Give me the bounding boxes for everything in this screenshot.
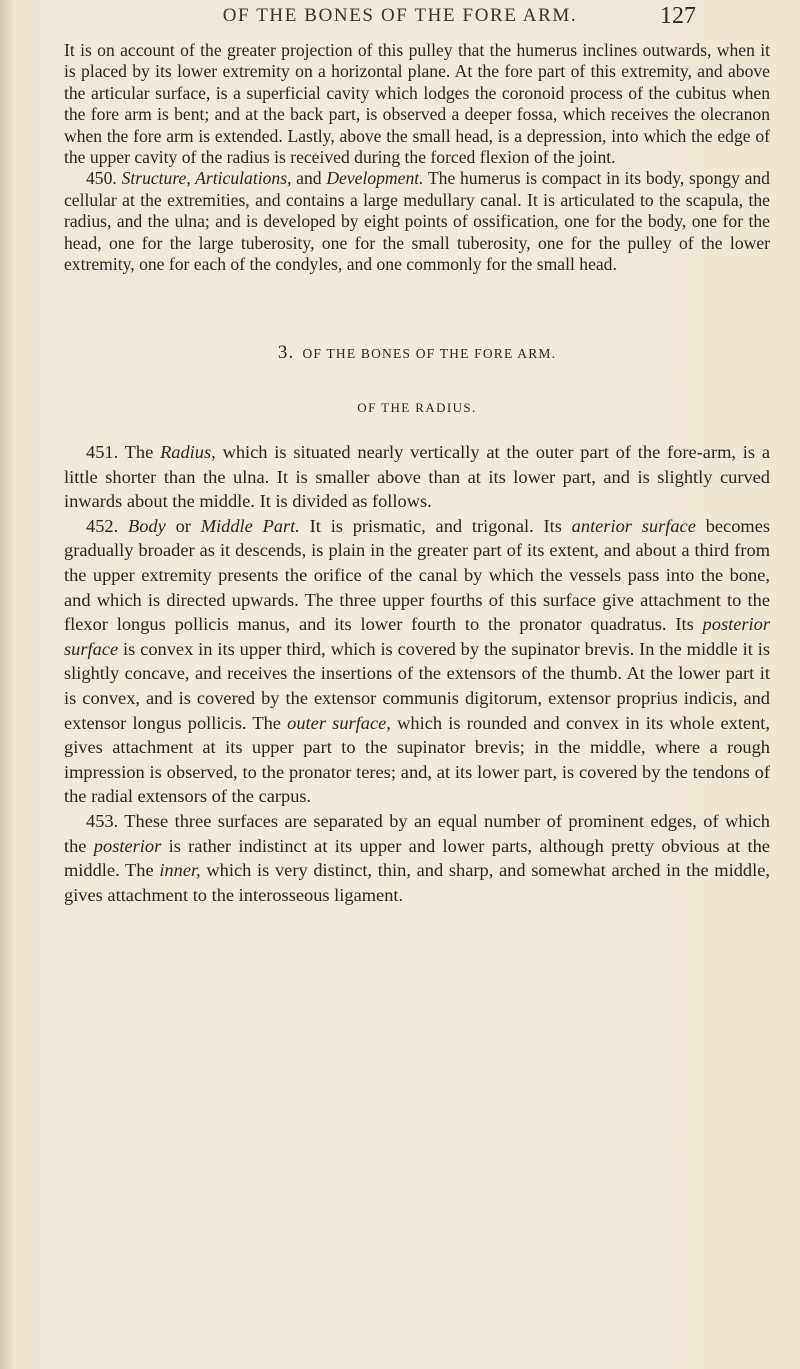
term-posterior: posterior — [93, 835, 162, 856]
paragraph-text: which is rounded and convex in its whole extent, gives attachment at its upper part to the supinator brevis; in the middle, where a rough impression is observed, to the pronator teres; and, at its lower part, is covered by the tendons of the radial extensors of the carpus. — [64, 712, 770, 807]
section-number: 3. — [277, 342, 295, 363]
section-title: OF THE BONES OF THE FORE ARM. — [302, 346, 557, 361]
term-inner: inner, — [159, 860, 201, 881]
paragraph-title: Structure, Articulations, — [121, 168, 292, 189]
section-heading — [64, 342, 770, 364]
paragraph-title-or: or — [175, 515, 191, 536]
paragraph-453 — [64, 809, 770, 907]
running-title: OF THE BONES OF THE FORE ARM. — [222, 5, 578, 26]
paragraph-text: which is situated nearly vertically at the outer part of the fore-arm, is a little shorter than the ulna. It is smaller above than at its lower part, and is slightly curved inwards about the middle. It is divided as follows. — [64, 442, 771, 512]
lower-text-block — [64, 440, 770, 907]
paragraph-text: which is very distinct, thin, and sharp, and somewhat arched in the middle, gives attachment to the interosseous ligament. — [64, 860, 770, 905]
term-anterior-surface: anterior surface — [571, 515, 696, 536]
paragraph-text: It is prismatic, and trigonal. Its — [309, 515, 562, 536]
top-text-block — [64, 40, 770, 275]
paragraph-text: becomes gradually broader as it descends, is plain in the greater part of its extent, and about a third from the upper extremity presents the orifice of the canal by which the vessels pass into the bone, and which is directed upwards. The three upper fourths of this surface give attachment to the flexor longus pollicis manus, and its lower fourth to the pronator quadratus. Its — [64, 515, 771, 635]
page-number: 127 — [660, 3, 696, 29]
paragraph-number: 452. — [86, 515, 119, 536]
paragraph-title-and: and — [296, 168, 322, 189]
sub-heading: OF THE RADIUS. — [357, 400, 477, 415]
paragraph-text: The humerus is compact in its body, spongy and cellular at the extremities, and contains a large medullary canal. It is articulated to the scapula, the radius, and the ulna; and is developed by eight points of ossification, one for the body, one for the head, one for the large tuberosity, one for the small tuberosity, one for the pulley of the lower extremity, one for each of the condyles, and one commonly for the small head. — [64, 168, 770, 275]
paragraph-humerus-pulley: It is on account of the greater projection of this pulley that the humerus inclines outwards, when it is placed by its lower extremity on a horizontal plane. At the fore part of this extremity, and above the articular surface, is a superficial cavity which lodges the coronoid process of the cubitus when the fore arm is bent; and at the back part, is observed a deeper fossa, which receives the olecranon when the fore arm is extended. Lastly, above the small head, is a depression, into which the edge of the upper cavity of the radius is received during the forced flexion of the joint. — [64, 40, 770, 168]
paragraph-number: 450. — [86, 168, 117, 189]
term-outer-surface: outer surface, — [287, 712, 391, 733]
paragraph-450 — [64, 168, 770, 275]
paragraph-lead: The — [124, 442, 154, 462]
paragraph-text: is convex in its upper third, which is covered by the supinator brevis. In the middle it is slightly concave, and receives the insertions of the extensors of the thumb. At the lower part it is convex, and is covered by the extensor communis digitorum, extensor proprius indicis, and extensor longus pollicis. The — [64, 638, 770, 733]
paragraph-title: Middle Part. — [200, 515, 300, 536]
term-posterior-surface: posterior surface — [64, 614, 770, 659]
paragraph-number: 451. — [86, 442, 119, 462]
paragraph-title: Body — [127, 515, 166, 536]
running-head — [100, 3, 700, 43]
paragraph-term: Radius, — [160, 442, 216, 462]
paragraph-451 — [64, 440, 770, 514]
paragraph-number: 453. — [86, 810, 119, 831]
paragraph-title: Development. — [326, 168, 424, 189]
paragraph-text: These three surfaces are separated by an equal number of prominent edges, of which the — [64, 810, 770, 856]
paragraph-452 — [64, 514, 770, 809]
paragraph-text: is rather indistinct at its upper and lower parts, although pretty obvious at the middle. The — [64, 835, 770, 881]
page-edge-shadow — [0, 0, 14, 1369]
